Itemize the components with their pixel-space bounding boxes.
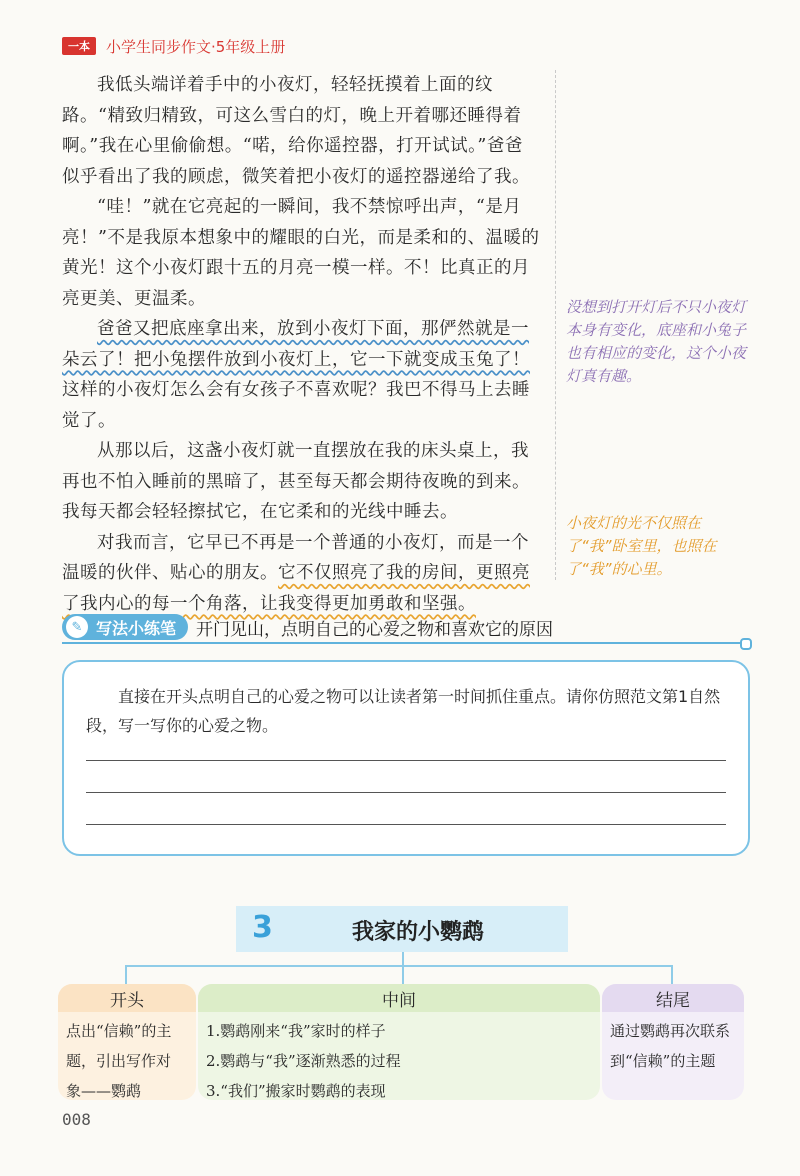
practice-instructions: 直接在开头点明自己的心爱之物可以让读者第一时间抓住重点。请你仿照范文第1自然段，写一写你的心爱之物。 — [86, 687, 721, 735]
middle-label: 中间 — [198, 984, 600, 1012]
practice-title: 开门见山，点明自己的心爱之物和喜欢它的原因 — [196, 619, 554, 640]
margin-note-1: 没想到打开灯后不只小夜灯本身有变化，底座和小兔子也有相应的变化，这个小夜灯真有趣。 — [566, 298, 747, 385]
brand-logo: 一本 — [62, 37, 96, 55]
outline-ending — [602, 984, 744, 1100]
paragraph-2: “哇！”就在它亮起的一瞬间，我不禁惊呼出声，“是月亮！”不是我原本想象中的耀眼的白光，而是柔和的、温暖的黄光！这个小夜灯跟十五的月亮一模一样。不！比真正的月亮更美、更温柔。 — [62, 197, 540, 309]
ending-line: 到“信赖”的主题 — [610, 1052, 716, 1070]
practice-badge-label: 写法小练笔 — [96, 618, 177, 638]
underlined-sentence-orange: 它不仅照亮了我的房间，更照亮了我内心的每一个角落，让我变得更加勇敢和坚强。 — [62, 563, 530, 614]
ending-body — [602, 1012, 744, 1080]
middle-line: 3.“我们”搬家时鹦鹉的表现 — [206, 1082, 386, 1100]
middle-line: 1.鹦鹉刚来“我”家时的样子 — [206, 1022, 386, 1040]
outline-opening — [58, 984, 196, 1100]
margin-note-2: 小夜灯的光不仅照在了“我”卧室里，也照在了“我”的心里。 — [566, 514, 717, 578]
opening-label: 开头 — [58, 984, 196, 1012]
opening-line: 象——鹦鹉 — [66, 1082, 142, 1100]
pen-icon: ✎ — [66, 616, 88, 638]
page-number: 008 — [62, 1110, 91, 1129]
opening-line: 题，引出写作对 — [66, 1052, 172, 1070]
opening-line: 点出“信赖”的主 — [66, 1022, 172, 1040]
outline-middle — [198, 984, 600, 1100]
middle-body — [198, 1012, 600, 1100]
paragraph-5-start: 对我而言，它早已不再是一个普通的小夜灯，而是一个温暖的伙伴、贴心的朋友。 — [62, 532, 529, 583]
chapter-number: 3 — [252, 910, 273, 945]
paragraph-4: 从那以后，这盏小夜灯就一直摆放在我的床头桌上，我再也不怕入睡前的黑暗了，甚至每天都会期待夜晚的到来。我每天都会轻轻擦拭它，在它柔和的光线中睡去。 — [62, 441, 530, 522]
paragraph-1: 我低头端详着手中的小夜灯，轻轻抚摸着上面的纹路。“精致归精致，可这么雪白的灯，晚上开着哪还睡得着啊。”我在心里偷偷想。“喏，给你遥控器，打开试试。”爸爸似乎看出了我的顾虑，微笑着把小夜灯的遥控器递给了我。 — [62, 75, 530, 187]
ending-label: 结尾 — [602, 984, 744, 1012]
chapter-title: 我家的小鹦鹉 — [352, 919, 485, 945]
ending-line: 通过鹦鹉再次联系 — [610, 1022, 731, 1040]
underlined-sentence-blue: 爸爸又把底座拿出来，放到小夜灯下面，那俨然就是一朵云了！把小兔摆件放到小夜灯上，它一下就变成玉兔了！ — [62, 319, 530, 370]
paragraph-3-rest: 这样的小夜灯怎么会有女孩子不喜欢呢？我巴不得马上去睡觉了。 — [62, 380, 530, 431]
middle-line: 2.鹦鹉与“我”逐渐熟悉的过程 — [206, 1052, 401, 1070]
connector-lines — [126, 952, 672, 986]
book-title: 小学生同步作文·5年级上册 — [106, 37, 286, 56]
opening-body — [58, 1012, 196, 1100]
